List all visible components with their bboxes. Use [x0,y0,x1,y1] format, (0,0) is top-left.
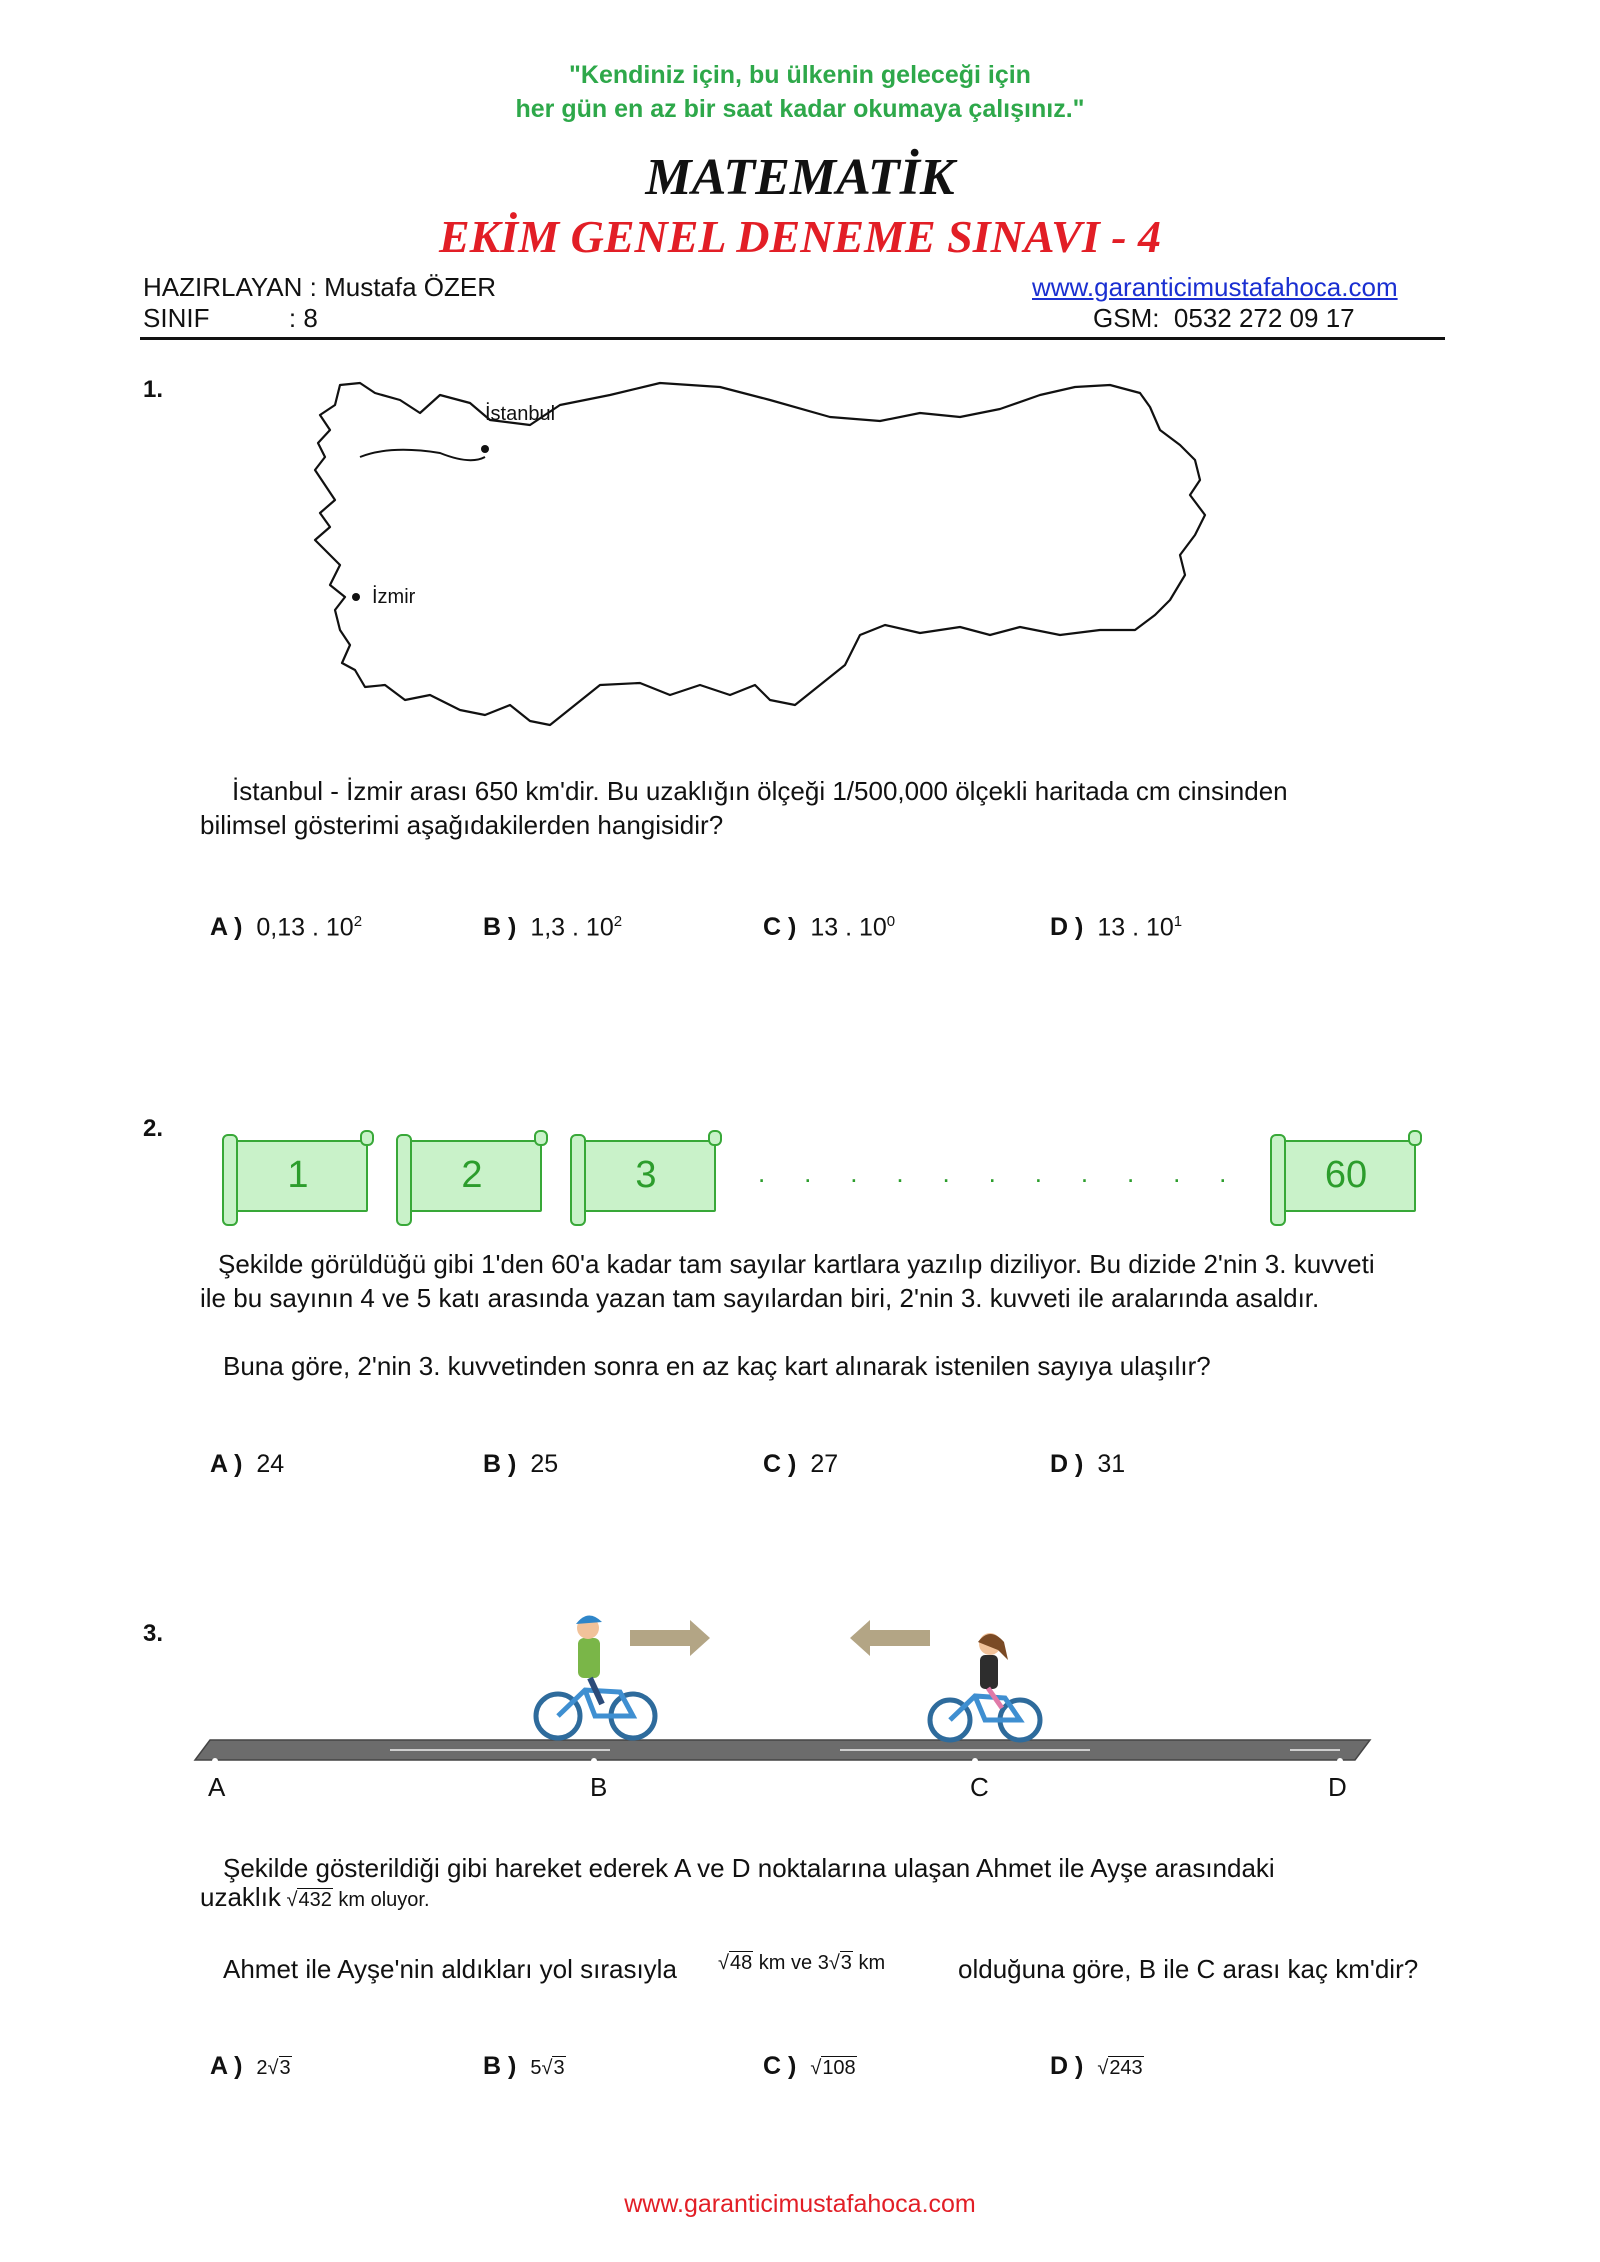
question-3-text-line2: uzaklık √432 km oluyor. [200,1882,430,1912]
question-1-text-line2: bilimsel gösterimi aşağıdakilerden hangisidir? [200,810,724,840]
map-label-izmir: İzmir [372,586,416,608]
header-divider [140,337,1445,340]
istanbul-dot [481,445,489,453]
question-2-option-d[interactable]: D ) 31 [1050,1450,1126,1478]
class-label: SINIF : 8 [143,303,318,333]
question-2-text-line3: Buna göre, 2'nin 3. kuvvetinden sonra en az kaç kart alınarak istenilen sayıya ulaşılır? [223,1351,1211,1381]
arrow-right-icon [630,1620,710,1656]
road-illustration [190,1600,1390,1780]
question-3-option-a[interactable]: A ) 2√3 [210,2052,291,2080]
phone-number: GSM: 0532 272 09 17 [1093,303,1355,333]
question-1-option-d[interactable]: D ) 13 . $10^1$ [1050,913,1183,942]
exam-title: EKİM GENEL DENEME SINAVI - 4 [438,211,1162,262]
number-card-2: 2 [402,1140,542,1212]
number-card-1: 1 [228,1140,368,1212]
question-1-number: 1. [143,376,164,403]
question-3-option-c[interactable]: C ) √108 [763,2052,856,2080]
question-3-number: 3. [143,1620,164,1647]
website-link[interactable]: www.garanticimustafahoca.com [1032,272,1398,302]
footer-website[interactable]: www.garanticimustafahoca.com [624,2190,976,2218]
arrow-left-icon [850,1620,930,1656]
card-sequence-dots: . . . . . . . . . . . [758,1158,1229,1188]
question-3-text-line3-start: Ahmet ile Ayşe'nin aldıkları yol sırasıyla [223,1954,677,1984]
number-card-60: 60 [1276,1140,1416,1212]
question-1-option-b[interactable]: B ) 1,3 . $10^2$ [483,913,623,942]
question-3-option-d[interactable]: D ) √243 [1050,2052,1143,2080]
point-label-d: D [1328,1772,1347,1802]
motto-line-2: her gün en az bir saat kadar okumaya çalışınız." [515,95,1085,123]
question-3-text-line1: Şekilde gösterildiği gibi hareket ederek A ve D noktalarına ulaşan Ahmet ile Ayşe arasındaki [223,1853,1275,1883]
road [195,1740,1370,1760]
question-3-option-b[interactable]: B ) 5√3 [483,2052,565,2080]
prepared-by: HAZIRLAYAN : Mustafa ÖZER [143,272,497,302]
question-3-distances: √48 km ve 3√3 km [718,1952,886,1974]
turkey-map [300,365,1280,735]
question-2-option-c[interactable]: C ) 27 [763,1450,839,1478]
question-2-option-b[interactable]: B ) 25 [483,1450,559,1478]
question-2-option-a[interactable]: A ) 24 [210,1450,285,1478]
ayse-cyclist [930,1633,1040,1740]
point-label-b: B [590,1772,608,1802]
turkey-outline [315,383,1205,725]
subject-title: MATEMATİK [645,149,955,206]
question-1-option-a[interactable]: A ) 0,13 . $10^2$ [210,913,363,942]
question-3-text-line3-end: olduğuna göre, B ile C arası kaç km'dir? [958,1954,1419,1984]
izmir-dot [352,593,360,601]
point-label-a: A [208,1772,226,1802]
question-2-number: 2. [143,1115,164,1142]
point-label-c: C [970,1772,989,1802]
question-2-text-line1: Şekilde görüldüğü gibi 1'den 60'a kadar tam sayılar kartlara yazılıp diziliyor. Bu dizide 2'nin 3. kuvveti [218,1249,1375,1279]
question-2-text-line2: ile bu sayının 4 ve 5 katı arasında yazan tam sayılardan biri, 2'nin 3. kuvveti ile aralarında asaldır. [200,1283,1320,1313]
motto-line-1: "Kendiniz için, bu ülkenin geleceği için [569,61,1031,89]
map-label-istanbul: İstanbul [485,403,556,425]
question-1-text-line1: İstanbul - İzmir arası 650 km'dir. Bu uzaklığın ölçeği 1/500,000 ölçekli haritada cm cinsinden [232,776,1288,806]
number-card-3: 3 [576,1140,716,1212]
question-1-option-c[interactable]: C ) 13 . $10^0$ [763,913,896,942]
